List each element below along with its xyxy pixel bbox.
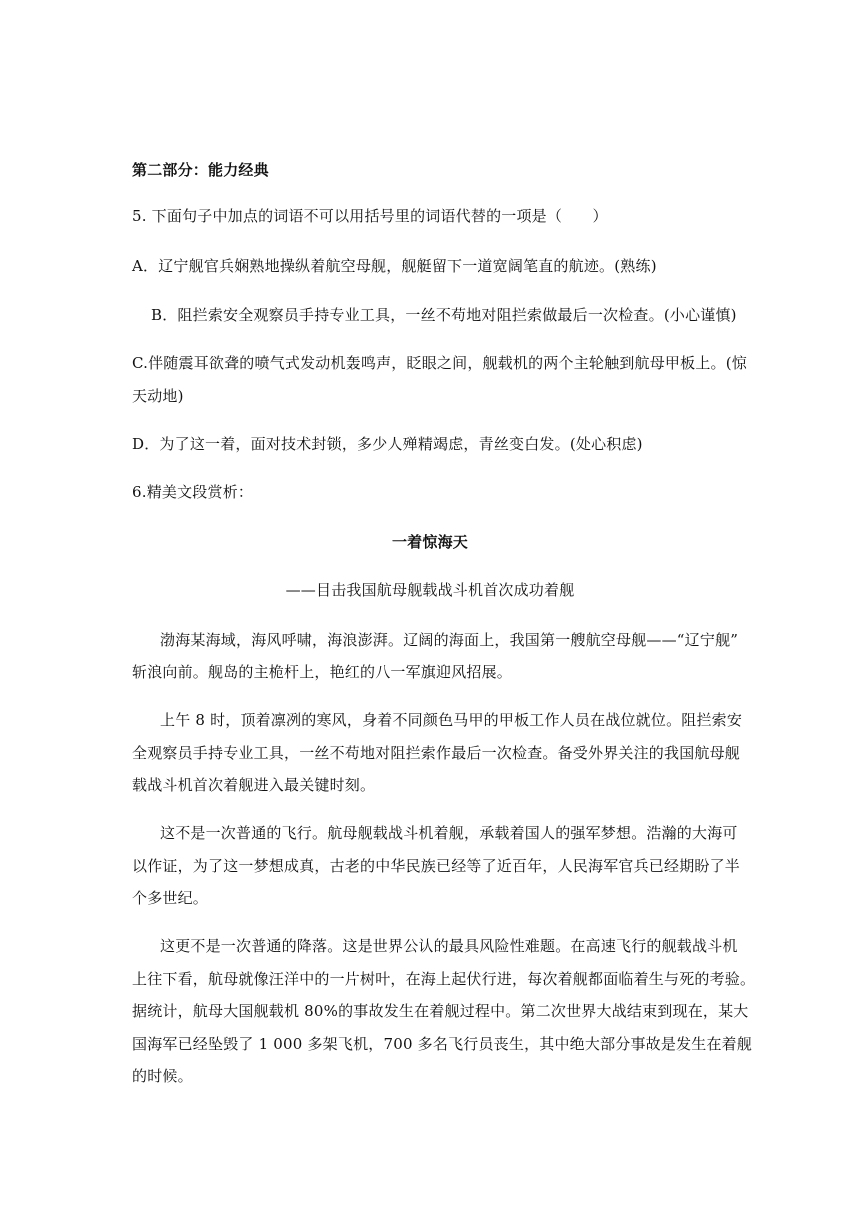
question-5-option-d: D．为了这一着，面对技术封锁，多少人殚精竭虑，青丝变白发。(处心积虑) xyxy=(132,435,643,453)
article-paragraph-4-line4: 国海军已经坠毁了 1 000 多架飞机，700 多名飞行员丧生，其中绝大部分事故是发生在着舰 xyxy=(132,1035,753,1053)
article-paragraph-3-line1: 这不是一次普通的飞行。航母舰载战斗机着舰，承载着国人的强军梦想。浩瀚的大海可 xyxy=(160,824,738,842)
question-5-option-c-line2: 天动地) xyxy=(132,387,184,405)
question-5-option-c-line1: C.伴随震耳欲聋的喷气式发动机轰鸣声，眨眼之间，舰载机的两个主轮触到航母甲板上。(惊 xyxy=(132,354,747,372)
article-paragraph-4-line2: 上往下看，航母就像汪洋中的一片树叶，在海上起伏行进，每次着舰都面临着生与死的考验。 xyxy=(132,970,756,988)
article-paragraph-3-line3: 个多世纪。 xyxy=(132,889,209,907)
article-paragraph-4-line3: 据统计，航母大国舰载机 80%的事故发生在着舰过程中。第二次世界大战结束到现在，某大 xyxy=(132,1002,749,1020)
question-5-stem: 5. 下面句子中加点的词语不可以用括号里的词语代替的一项是（ ） xyxy=(132,207,608,225)
article-title: 一着惊海天 xyxy=(391,533,468,551)
article-paragraph-2-line2: 全观察员手持专业工具，一丝不苟地对阻拦索作最后一次检查。备受外界关注的我国航母舰 xyxy=(132,744,741,762)
article-subtitle: ——目击我国航母舰载战斗机首次成功着舰 xyxy=(285,581,575,599)
article-paragraph-3-line2: 以作证，为了这一梦想成真，古老的中华民族已经等了近百年，人民海军官兵已经期盼了半 xyxy=(132,857,741,875)
section-heading: 第二部分：能力经典 xyxy=(132,161,269,179)
question-5-option-b: B．阻拦索安全观察员手持专业工具，一丝不苟地对阻拦索做最后一次检查。(小心谨慎) xyxy=(151,306,737,324)
article-paragraph-1-line2: 斩浪向前。舰岛的主桅杆上，艳红的八一军旗迎风招展。 xyxy=(132,663,513,681)
article-paragraph-1-line1: 渤海某海域，海风呼啸，海浪澎湃。辽阔的海面上，我国第一艘航空母舰——“辽宁舰” xyxy=(160,631,739,649)
article-paragraph-4-line1: 这更不是一次普通的降落。这是世界公认的最具风险性难题。在高速飞行的舰载战斗机 xyxy=(160,937,738,955)
article-paragraph-2-line1: 上午 8 时，顶着凛冽的寒风，身着不同颜色马甲的甲板工作人员在战位就位。阻拦索安 xyxy=(160,711,743,729)
question-6-stem: 6.精美文段赏析： xyxy=(132,483,254,501)
article-paragraph-2-line3: 载战斗机首次着舰进入最关键时刻。 xyxy=(132,776,376,794)
question-5-option-a: A．辽宁舰官兵娴熟地操纵着航空母舰，舰艇留下一道宽阔笔直的航迹。(熟练) xyxy=(132,257,657,275)
article-paragraph-4-line5: 的时候。 xyxy=(132,1067,193,1085)
